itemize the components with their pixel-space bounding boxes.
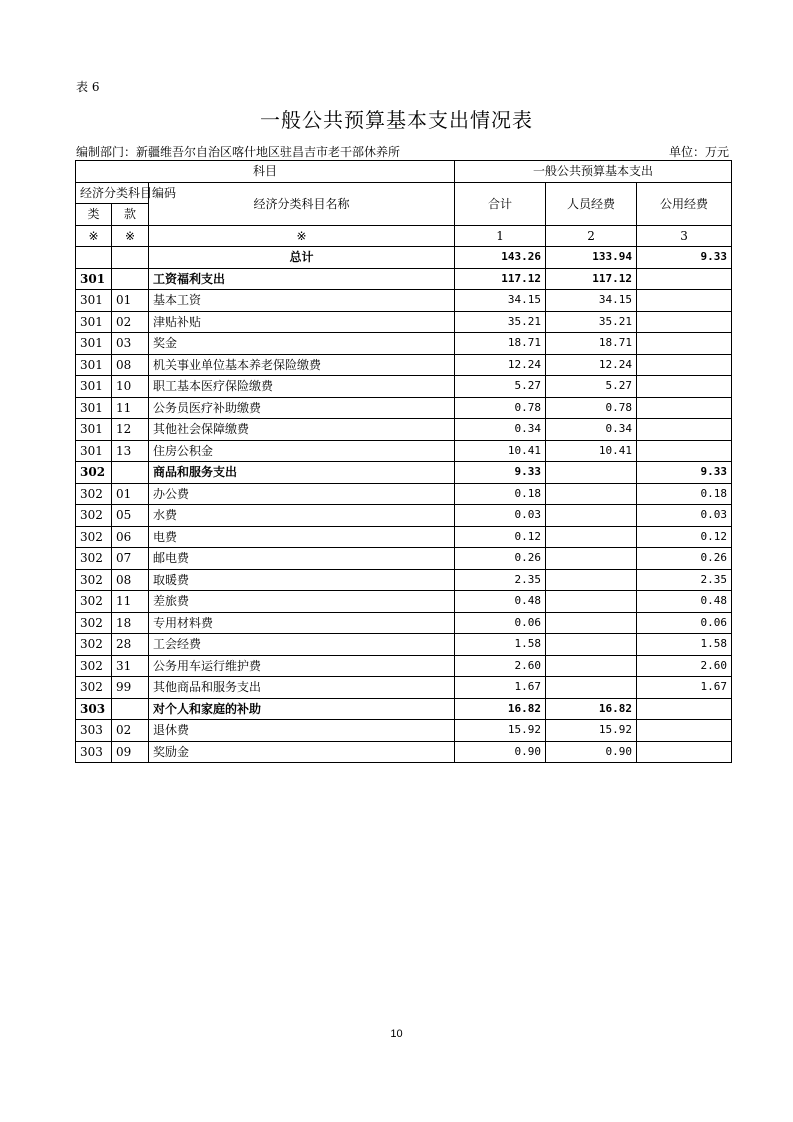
cell-total: 15.92 — [455, 720, 546, 742]
department-label: 编制部门：新疆维吾尔自治区喀什地区驻昌吉市老干部休养所 — [76, 145, 401, 159]
cell-kuan: 02 — [112, 720, 149, 742]
table-number: 表 6 — [76, 80, 100, 94]
cell-kuan: 02 — [112, 311, 149, 333]
cell-name: 水费 — [149, 505, 455, 527]
cell-total: 10.41 — [455, 440, 546, 462]
cell-total: 2.60 — [455, 655, 546, 677]
cell-name: 职工基本医疗保险缴费 — [149, 376, 455, 398]
cell-kuan: 31 — [112, 655, 149, 677]
cell-public — [637, 268, 732, 290]
cell-personnel — [546, 462, 637, 484]
table-row — [76, 333, 732, 355]
cell-personnel: 16.82 — [546, 698, 637, 720]
col-number-3: 3 — [637, 225, 732, 247]
cell-public: 0.48 — [637, 591, 732, 613]
cell-total: 0.78 — [455, 397, 546, 419]
cell-personnel: 0.78 — [546, 397, 637, 419]
cell-kuan: 10 — [112, 376, 149, 398]
cell-kuan: 06 — [112, 526, 149, 548]
cell-public — [637, 333, 732, 355]
cell-public — [637, 419, 732, 441]
cell-total: 117.12 — [455, 268, 546, 290]
cell-personnel: 12.24 — [546, 354, 637, 376]
cell-total: 0.26 — [455, 548, 546, 570]
table-row — [76, 741, 732, 763]
cell-name: 住房公积金 — [149, 440, 455, 462]
cell-lei: 301 — [76, 311, 112, 333]
cell-personnel: 34.15 — [546, 290, 637, 312]
table-row — [76, 311, 732, 333]
grand-total-lei — [76, 247, 112, 269]
header-public: 公用经费 — [637, 182, 732, 225]
cell-lei: 302 — [76, 569, 112, 591]
cell-lei: 302 — [76, 655, 112, 677]
cell-total: 0.06 — [455, 612, 546, 634]
cell-public — [637, 397, 732, 419]
cell-name: 退休费 — [149, 720, 455, 742]
cell-total: 0.90 — [455, 741, 546, 763]
cell-lei: 301 — [76, 440, 112, 462]
cell-personnel: 5.27 — [546, 376, 637, 398]
cell-kuan: 09 — [112, 741, 149, 763]
page-number: 10 — [390, 1028, 403, 1040]
cell-lei: 303 — [76, 741, 112, 763]
col-number-2: 2 — [546, 225, 637, 247]
cell-personnel — [546, 634, 637, 656]
cell-kuan: 11 — [112, 397, 149, 419]
table-row — [76, 419, 732, 441]
table-row — [76, 526, 732, 548]
cell-kuan: 13 — [112, 440, 149, 462]
cell-lei: 303 — [76, 698, 112, 720]
cell-name: 对个人和家庭的补助 — [149, 698, 455, 720]
table-row — [76, 612, 732, 634]
cell-name: 津贴补贴 — [149, 311, 455, 333]
mark-kuan: ※ — [112, 225, 149, 247]
cell-kuan — [112, 698, 149, 720]
cell-public — [637, 354, 732, 376]
cell-name: 商品和服务支出 — [149, 462, 455, 484]
cell-public — [637, 290, 732, 312]
cell-lei: 302 — [76, 677, 112, 699]
cell-lei: 301 — [76, 419, 112, 441]
cell-public: 9.33 — [637, 462, 732, 484]
cell-public: 0.18 — [637, 483, 732, 505]
cell-personnel — [546, 548, 637, 570]
cell-total: 0.48 — [455, 591, 546, 613]
cell-name: 其他社会保障缴费 — [149, 419, 455, 441]
cell-kuan: 28 — [112, 634, 149, 656]
cell-total: 12.24 — [455, 354, 546, 376]
unit-label: 单位：万元 — [668, 145, 729, 159]
cell-personnel: 0.34 — [546, 419, 637, 441]
cell-public: 0.12 — [637, 526, 732, 548]
cell-public — [637, 698, 732, 720]
cell-kuan — [112, 268, 149, 290]
cell-personnel — [546, 655, 637, 677]
budget-table — [75, 160, 732, 763]
cell-name: 办公费 — [149, 483, 455, 505]
grand-total-row — [76, 247, 732, 269]
document-title: 一般公共预算基本支出情况表 — [260, 108, 533, 132]
grand-total-label: 总计 — [149, 247, 455, 269]
cell-kuan: 12 — [112, 419, 149, 441]
cell-personnel: 35.21 — [546, 311, 637, 333]
cell-total: 16.82 — [455, 698, 546, 720]
cell-kuan: 08 — [112, 569, 149, 591]
cell-lei: 302 — [76, 612, 112, 634]
cell-name: 工资福利支出 — [149, 268, 455, 290]
cell-lei: 302 — [76, 548, 112, 570]
cell-name: 工会经费 — [149, 634, 455, 656]
cell-public — [637, 720, 732, 742]
mark-name: ※ — [149, 225, 455, 247]
cell-public: 2.60 — [637, 655, 732, 677]
table-row — [76, 268, 732, 290]
table-row — [76, 655, 732, 677]
col-number-1: 1 — [455, 225, 546, 247]
cell-personnel — [546, 526, 637, 548]
cell-lei: 301 — [76, 333, 112, 355]
cell-total: 2.35 — [455, 569, 546, 591]
cell-total: 34.15 — [455, 290, 546, 312]
cell-personnel: 117.12 — [546, 268, 637, 290]
cell-public: 0.03 — [637, 505, 732, 527]
table-row — [76, 440, 732, 462]
cell-name: 邮电费 — [149, 548, 455, 570]
cell-public — [637, 741, 732, 763]
cell-kuan: 11 — [112, 591, 149, 613]
cell-personnel — [546, 591, 637, 613]
cell-personnel — [546, 677, 637, 699]
table-row — [76, 397, 732, 419]
cell-public — [637, 440, 732, 462]
cell-name: 其他商品和服务支出 — [149, 677, 455, 699]
table-row — [76, 569, 732, 591]
cell-public — [637, 376, 732, 398]
header-lei: 类 — [76, 204, 112, 226]
cell-total: 0.18 — [455, 483, 546, 505]
cell-lei: 303 — [76, 720, 112, 742]
table-row — [76, 720, 732, 742]
cell-lei: 302 — [76, 462, 112, 484]
cell-name: 奖励金 — [149, 741, 455, 763]
cell-name: 机关事业单位基本养老保险缴费 — [149, 354, 455, 376]
table-row — [76, 591, 732, 613]
cell-lei: 302 — [76, 634, 112, 656]
grand-total-public: 9.33 — [637, 247, 732, 269]
grand-total-kuan — [112, 247, 149, 269]
cell-kuan: 01 — [112, 483, 149, 505]
cell-personnel — [546, 569, 637, 591]
header-code-group: 经济分类科目编码 — [76, 182, 149, 204]
cell-lei: 302 — [76, 591, 112, 613]
cell-name: 专用材料费 — [149, 612, 455, 634]
cell-name: 奖金 — [149, 333, 455, 355]
header-budget-group: 一般公共预算基本支出 — [455, 161, 732, 183]
table-row — [76, 462, 732, 484]
table-row — [76, 290, 732, 312]
mark-lei: ※ — [76, 225, 112, 247]
table-row — [76, 505, 732, 527]
cell-lei: 301 — [76, 376, 112, 398]
header-total: 合计 — [455, 182, 546, 225]
cell-name: 电费 — [149, 526, 455, 548]
table-row — [76, 677, 732, 699]
cell-personnel — [546, 505, 637, 527]
header-kuan: 款 — [112, 204, 149, 226]
cell-name: 取暖费 — [149, 569, 455, 591]
cell-total: 0.12 — [455, 526, 546, 548]
cell-public: 1.67 — [637, 677, 732, 699]
cell-personnel — [546, 612, 637, 634]
cell-personnel — [546, 483, 637, 505]
grand-total-personnel: 133.94 — [546, 247, 637, 269]
grand-total-total: 143.26 — [455, 247, 546, 269]
cell-name: 基本工资 — [149, 290, 455, 312]
cell-lei: 301 — [76, 290, 112, 312]
cell-total: 0.34 — [455, 419, 546, 441]
cell-total: 5.27 — [455, 376, 546, 398]
table-row — [76, 483, 732, 505]
table-row — [76, 354, 732, 376]
cell-kuan: 03 — [112, 333, 149, 355]
cell-total: 1.67 — [455, 677, 546, 699]
cell-kuan: 07 — [112, 548, 149, 570]
cell-kuan: 08 — [112, 354, 149, 376]
cell-personnel: 18.71 — [546, 333, 637, 355]
cell-name: 公务员医疗补助缴费 — [149, 397, 455, 419]
cell-kuan: 18 — [112, 612, 149, 634]
table-row — [76, 548, 732, 570]
cell-lei: 302 — [76, 526, 112, 548]
cell-public: 0.26 — [637, 548, 732, 570]
cell-total: 18.71 — [455, 333, 546, 355]
cell-lei: 302 — [76, 505, 112, 527]
header-subject: 科目 — [76, 161, 455, 183]
cell-lei: 301 — [76, 268, 112, 290]
cell-personnel: 0.90 — [546, 741, 637, 763]
cell-total: 0.03 — [455, 505, 546, 527]
table-row — [76, 376, 732, 398]
cell-total: 1.58 — [455, 634, 546, 656]
cell-personnel: 10.41 — [546, 440, 637, 462]
cell-kuan — [112, 462, 149, 484]
cell-kuan: 01 — [112, 290, 149, 312]
cell-kuan: 05 — [112, 505, 149, 527]
table-row — [76, 634, 732, 656]
cell-name: 公务用车运行维护费 — [149, 655, 455, 677]
cell-kuan: 99 — [112, 677, 149, 699]
cell-public: 1.58 — [637, 634, 732, 656]
cell-total: 9.33 — [455, 462, 546, 484]
cell-lei: 301 — [76, 397, 112, 419]
header-name: 经济分类科目名称 — [149, 182, 455, 225]
cell-personnel: 15.92 — [546, 720, 637, 742]
header-personnel: 人员经费 — [546, 182, 637, 225]
table-row — [76, 698, 732, 720]
cell-total: 35.21 — [455, 311, 546, 333]
cell-name: 差旅费 — [149, 591, 455, 613]
cell-public: 0.06 — [637, 612, 732, 634]
cell-lei: 302 — [76, 483, 112, 505]
cell-lei: 301 — [76, 354, 112, 376]
cell-public: 2.35 — [637, 569, 732, 591]
cell-public — [637, 311, 732, 333]
